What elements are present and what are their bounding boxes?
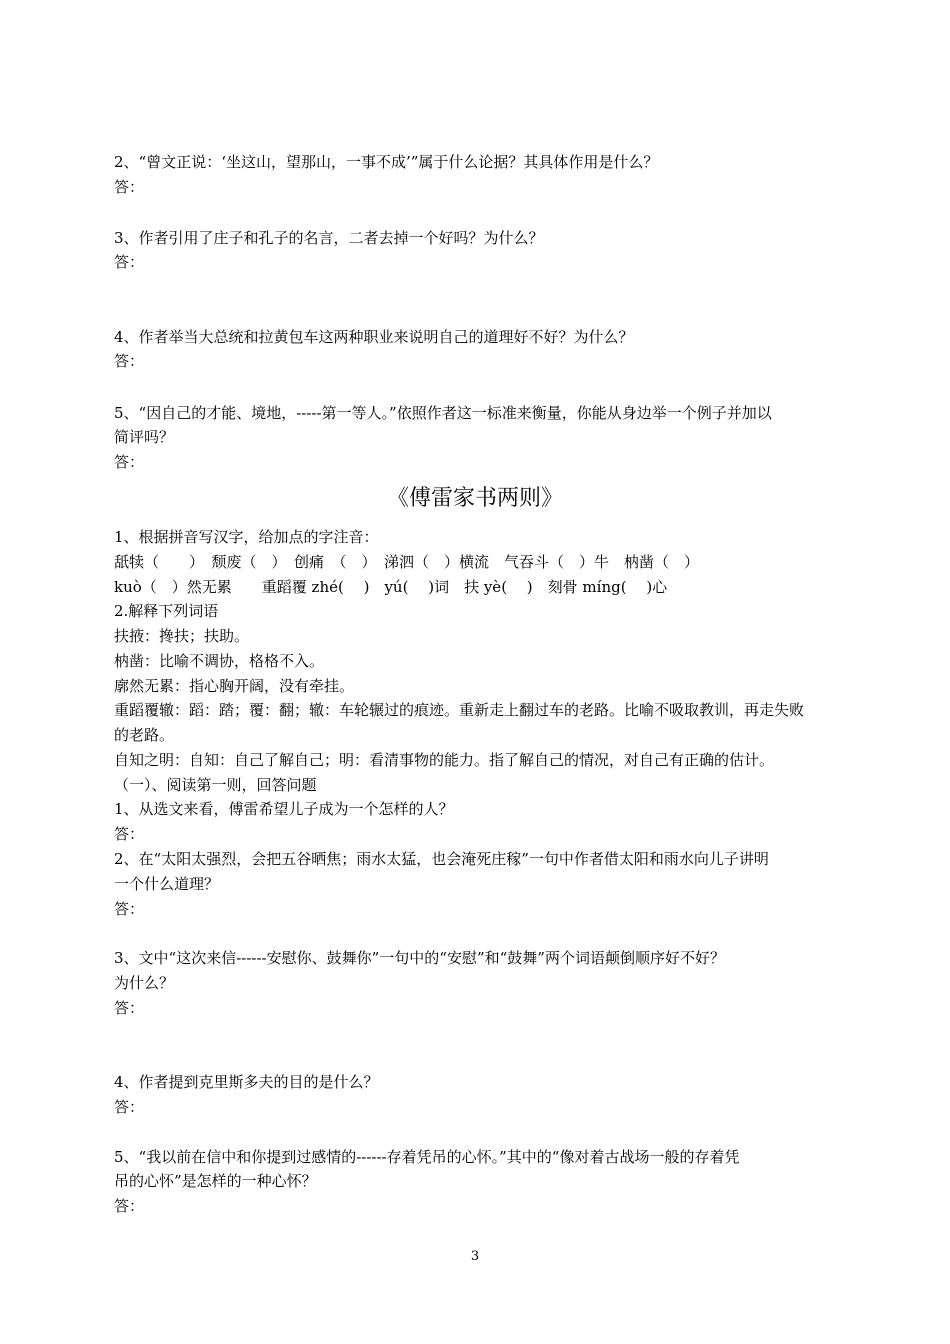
answer-label: 答： [114, 825, 145, 843]
definition-3: 廓然无累：指心胸开阔，没有牵挂。 [114, 677, 355, 695]
answer-label: 答： [114, 178, 145, 196]
exercise-2-heading: 2.解释下列词语 [114, 602, 219, 620]
answer-label: 答： [114, 352, 145, 370]
answer-label: 答： [114, 253, 145, 271]
reading-heading: （一）、阅读第一则，回答问题 [114, 776, 317, 794]
answer-label: 答： [114, 900, 145, 918]
answer-label: 答： [114, 1098, 145, 1116]
reading-question-2-line-1: 2、在“太阳太强烈，会把五谷晒焦；雨水太猛，也会淹死庄稼”一句中作者借太阳和雨水向儿子讲明 [114, 850, 769, 868]
section-title: 《傅雷家书两则》 [386, 486, 563, 511]
question-3: 3、作者引用了庄子和孔子的名言，二者去掉一个好吗？为什么？ [114, 229, 544, 247]
reading-question-1: 1、从选文来看，傅雷希望儿子成为一个怎样的人？ [114, 800, 454, 818]
answer-label: 答： [114, 453, 145, 471]
question-4: 4、作者举当大总统和拉黄包车这两种职业来说明自己的道理好不好？为什么？ [114, 328, 634, 346]
reading-question-4: 4、作者提到克里斯多夫的目的是什么？ [114, 1073, 379, 1091]
definition-1: 扶掖：搀扶；扶助。 [114, 627, 250, 645]
question-5-line-2: 简评吗？ [114, 428, 175, 446]
definition-2: 枘凿：比喻不调协，格格不入。 [114, 652, 325, 670]
exercise-1-row-1: 舐犊（ ） 颓废（ ） 创痛 （ ） 涕泗（ ）横流 气吞斗（ ）牛 枘凿（ ） [114, 553, 700, 571]
reading-question-2-line-2: 一个什么道理？ [114, 875, 220, 893]
exercise-1-heading: 1、根据拼音写汉字，给加点的字注音： [114, 528, 379, 546]
definition-4-line-1: 重蹈覆辙：蹈：踏；覆：翻；辙：车轮辗过的痕迹。重新走上翻过车的老路。比喻不吸取教训，再走失败 [114, 701, 805, 719]
answer-label: 答： [114, 999, 145, 1017]
page-number: 3 [470, 1249, 480, 1264]
reading-question-3-line-2: 为什么？ [114, 974, 175, 992]
question-5-line-1: 5、“因自己的才能、境地，-----第一等人。”依照作者这一标准来衡量，你能从身边举一个例子并加以 [114, 404, 772, 422]
reading-question-3-line-1: 3、文中“这次来信------安慰你、鼓舞你”一句中的“安慰”和“鼓舞”两个词语颠倒顺序好不好？ [114, 949, 725, 967]
reading-question-5-line-2: 吊的心怀”是怎样的一种心怀？ [114, 1172, 317, 1190]
exercise-1-row-2: kuò（ ）然无累 重蹈覆 zhé( ) yú( )词 扶 yè( ) 刻骨 míng( )心 [114, 578, 668, 596]
definition-5: 自知之明：自知：自己了解自己；明：看清事物的能力。指了解自己的情况，对自己有正确的估计。 [114, 751, 775, 769]
question-2: 2、“曾文正说：‘坐这山，望那山，一事不成’”属于什么论据？其具体作用是什么？ [114, 153, 659, 171]
answer-label: 答： [114, 1197, 145, 1215]
reading-question-5-line-1: 5、“我以前在信中和你提到过感情的------存着凭吊的心怀。”其中的“像对着古战场一般的存着凭 [114, 1148, 740, 1166]
definition-4-line-2: 的老路。 [114, 726, 175, 744]
